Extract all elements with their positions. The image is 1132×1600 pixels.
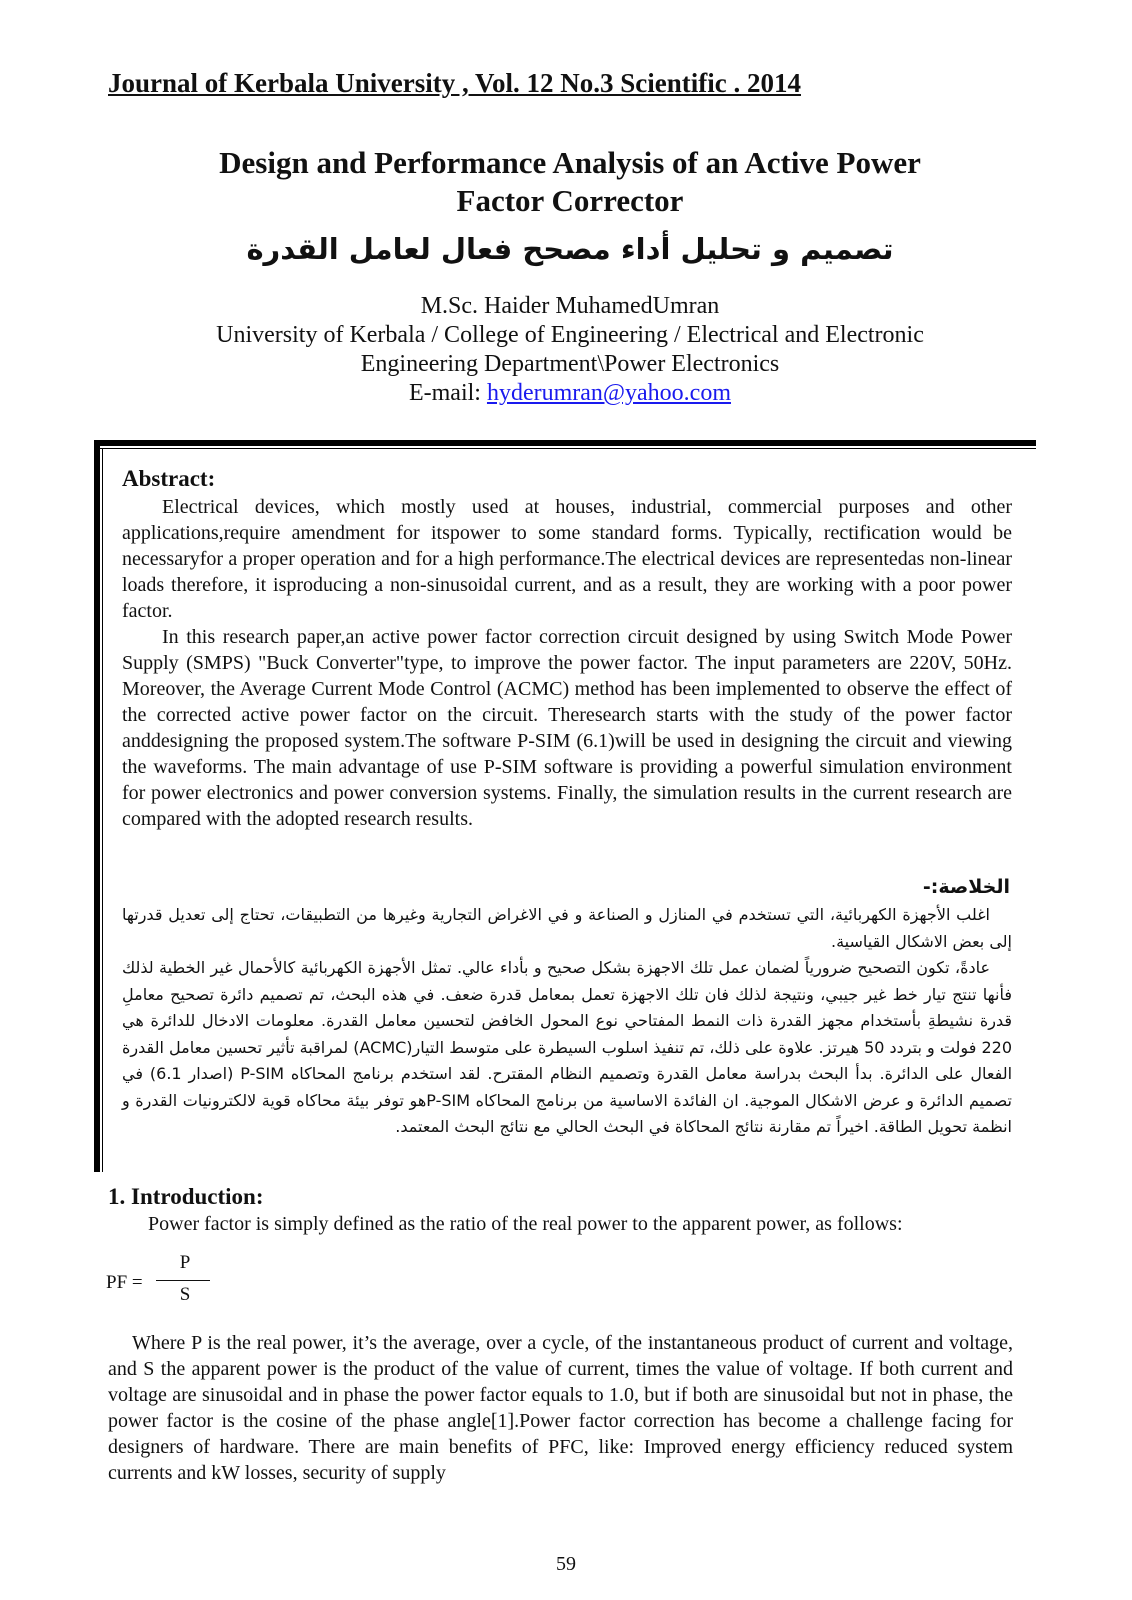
journal-header: Journal of Kerbala University , Vol. 12 No.3 Scientific . 2014 xyxy=(108,68,801,98)
author-block xyxy=(130,292,1010,408)
abstract-frame-top-border xyxy=(94,440,1036,446)
author-affiliation-line-1: University of Kerbala / College of Engineering / Electrical and Electronic xyxy=(216,322,924,348)
abstract-heading: Abstract: xyxy=(122,466,216,491)
paper-title xyxy=(130,144,1010,220)
introduction-body xyxy=(108,1330,1013,1486)
abstract-frame-left-inner-border xyxy=(102,448,103,1172)
abstract-frame-left-border xyxy=(94,440,100,1172)
introduction-heading: 1. Introduction: xyxy=(108,1184,264,1209)
arabic-title: تصميم و تحليل أداء مصحح فعال لعامل القدرة xyxy=(246,232,894,266)
abstract-body xyxy=(122,494,1012,832)
introduction-paragraph: Where P is the real power, it’s the average, over a cycle, of the instantaneous product of current and voltage, and S the apparent power is the product of the value of current, times the value of voltage. If both current and voltage are sinusoidal and in phase the power factor equals to 1.0, but if both are sinusoidal but not in phase, the power factor is the cosine of the phase angle[1].Power factor correction has become a challenge facing for designers of hardware. There are main benefits of PFC, like: Improved energy efficiency reduced system currents and kW losses, security of supply xyxy=(108,1332,1013,1484)
arabic-abstract-heading: الخلاصة:- xyxy=(922,876,1010,898)
email-link[interactable]: hyderumran@yahoo.com xyxy=(486,380,731,406)
abstract-paragraph-1: Electrical devices, which mostly used at houses, industrial, commercial purposes and other applications,require amendment for itspower to some standard forms. Typically, rectification would be necessaryfor a proper operation and for a high performance.The electrical devices are representedas non-linear loads therefore, it isproducing a non-sinusoidal current, and as a result, they are working with a poor power factor. xyxy=(122,496,1012,622)
author-name: M.Sc. Haider MuhamedUmran xyxy=(420,293,720,319)
power-factor-formula xyxy=(106,1252,266,1318)
abstract-paragraph-2: In this research paper,an active power factor correction circuit designed by using Switch Mode Power Supply (SMPS) "Buck Converter"type, to improve the power factor. The input parameters are 220V, 50Hz. Moreover, the Average Current Mode Control (ACMC) method has been implemented to observe the effect of the corrected active power factor on the circuit. Theresearch starts with the study of the power factor anddesigning the proposed system.The software P-SIM (6.1)will be used in designing the circuit and viewing the waveforms. The main advantage of use P-SIM software is providing a powerful simulation environment for power electronics and power conversion systems. Finally, the simulation results in the current research are compared with the adopted research results. xyxy=(122,626,1012,830)
arabic-abstract-paragraph-2: عادةً، تكون التصحيح ضرورياً لضمان عمل تلك الاجهزة بشكل صحيح و بأداء عالي. تمثل الأجهزة الكهربائية كالأحمال غير الخطية لذلك فأنها تنتج تيار خط غير جيبي، ونتيجة لذلك فان تلك الاجهزة تعمل بمعامل قدرة ضعف. في هذه البحث، تم تصميم دائرة تصحيح معاملِ قدرة نشيطةِ بأستخدام مجهز القدرة ذات النمط المفتاحي نوع المحول الخافض لتحسين معامل القدرة. معلومات الادخال للدائرة هي 220 فولت و بتردد 50 هيرتز. علاوة على ذلك، تم تنفيذ اسلوب السيطرة على متوسط التيار(ACMC) لمراقبة تأثير تحسين معامل القدرة الفعال على الدائرة. بدأ البحث بدراسة معامل القدرة وتصميم النظام المقترح. لقد استخدم برنامج المحاكاه P-SIM (اصدار 6.1) في تصميم الدائرة و عرض الاشكال الموجية. ان الفائدة الاساسية من برنامج المحاكاه P-SIMهو توفر بيئة محاكاه قوية لالكترونيات القدرة و انظمة تحويل الطاقة. اخيراً تم مقارنة نتائج المحاكاة في البحث الحالي مع نتائج البحث المعتمد. xyxy=(122,958,1013,1136)
arabic-abstract-body xyxy=(122,902,1012,1141)
introduction-lead: Power factor is simply defined as the ratio of the real power to the apparent power, as follows: xyxy=(148,1213,903,1235)
formula-lhs: PF = xyxy=(106,1272,143,1293)
paper-title-line-2: Factor Corrector xyxy=(456,183,684,218)
email-label: E-mail: xyxy=(408,380,487,406)
abstract-frame-top-inner-border xyxy=(94,448,1036,449)
paper-title-line-1: Design and Performance Analysis of an Active Power xyxy=(219,145,921,180)
page-number: 59 xyxy=(556,1553,576,1575)
formula-denominator: S xyxy=(179,1284,191,1305)
author-email-line xyxy=(130,379,1010,408)
fraction-bar xyxy=(156,1280,210,1281)
author-affiliation-line-2: Engineering Department\Power Electronics xyxy=(360,351,780,377)
arabic-abstract-paragraph-1: اغلب الأجهزة الكهربائية، التي تستخدم في المنازل و الصناعة و في الاغراض التجارية وغيرها من التطبيقات، تحتاج إلى تعديل قدرتها إلى بعض الاشكال القياسية. xyxy=(122,905,1012,951)
formula-numerator: P xyxy=(179,1252,191,1273)
